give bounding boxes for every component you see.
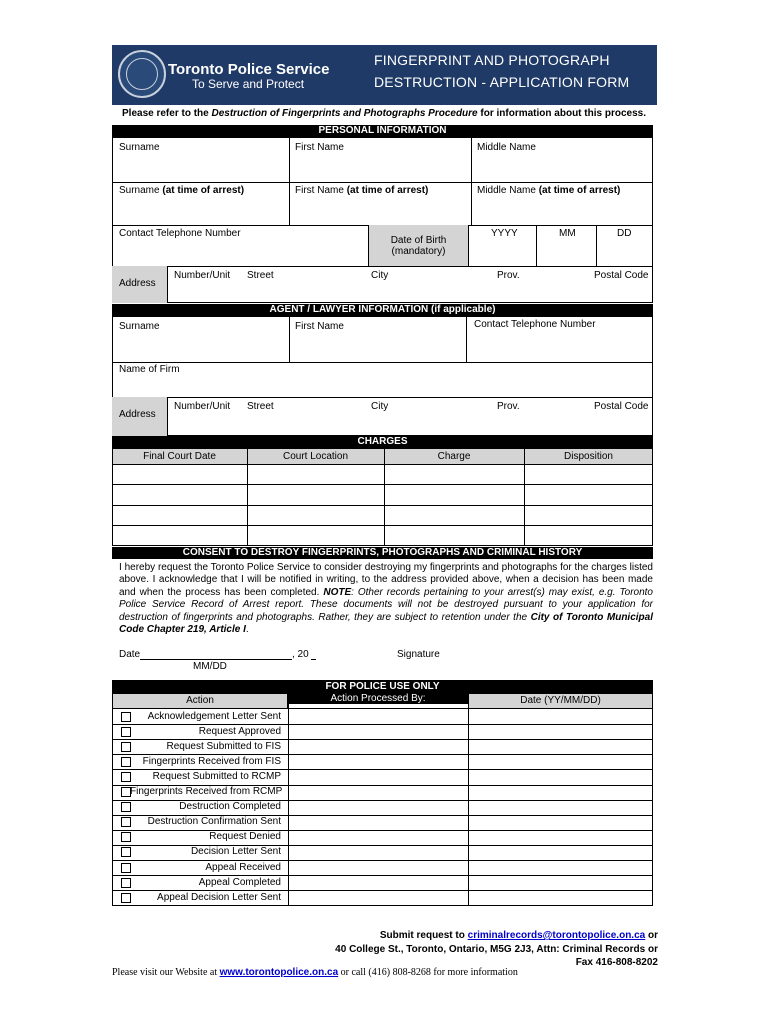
date-cell[interactable] (469, 755, 652, 768)
dob-label-box: Date of Birth (mandatory) (368, 225, 469, 266)
date-cell[interactable] (469, 891, 652, 904)
processed-by-cell[interactable] (289, 755, 467, 768)
date-cell[interactable] (469, 725, 652, 738)
agent-prov-field[interactable]: Prov. (497, 401, 520, 412)
processed-by-cell[interactable] (289, 725, 467, 738)
dob-day-field[interactable]: DD (617, 228, 632, 239)
dob-month-field[interactable]: MM (559, 228, 576, 239)
contact-phone-field[interactable]: Contact Telephone Number (119, 228, 241, 239)
processed-by-cell[interactable] (289, 816, 467, 829)
col-court-location: Court Location (282, 451, 349, 462)
address-number-field[interactable]: Number/Unit (174, 270, 231, 281)
action-label: Appeal Decision Letter Sent (157, 891, 281, 903)
signature-label: Signature (397, 649, 440, 660)
agent-phone-field[interactable]: Contact Telephone Number (474, 319, 596, 330)
website-link[interactable]: www.torontopolice.on.ca (219, 967, 339, 978)
address-city-field[interactable]: City (371, 270, 389, 281)
firm-name-field[interactable]: Name of Firm (119, 364, 180, 375)
police-processed-header: Action Processed By: (330, 693, 426, 704)
first-name-field[interactable]: First Name (295, 142, 344, 153)
middle-name-arrest-field[interactable]: Middle Name (at time of arrest) (477, 185, 621, 196)
consent-heading: CONSENT TO DESTROY FINGERPRINTS, PHOTOGRAPHS AND CRIMINAL HISTORY (112, 547, 653, 559)
date-cell[interactable] (469, 846, 652, 859)
col-charge: Charge (437, 451, 471, 462)
date-cell[interactable] (469, 786, 652, 799)
org-name: Toronto Police Service (168, 61, 330, 78)
processed-by-cell[interactable] (289, 876, 467, 889)
consent-text: I hereby request the Toronto Police Service to consider destroying my fingerprints and photographs for the charges listed above. I acknowledge that I will be notified in writing, to the address provided above, when a decision has been made and when the process has been completed. NOTE: Other records pertaining to your arrest(s) may exist, e.g. Toronto Police Service Record of Arrest report. These documents will not be destroyed pursuant to your application for destruction of fingerprints and photographs. Rather, they are subject to retention under the City of Toronto Municipal Code Chapter 219, Article I. (119, 562, 653, 636)
agent-street-field[interactable]: Street (247, 401, 274, 412)
date-cell[interactable] (469, 816, 652, 829)
crest-inner-ring (126, 58, 158, 90)
surname-field[interactable]: Surname (119, 142, 160, 153)
intro-note: Please refer to the Destruction of Fingerprints and Photographs Procedure for information about this process. (122, 108, 646, 119)
processed-by-cell[interactable] (289, 831, 467, 844)
date-cell[interactable] (469, 861, 652, 874)
date-cell[interactable] (469, 740, 652, 753)
org-motto: To Serve and Protect (192, 77, 305, 91)
dob-year-field[interactable]: YYYY (491, 228, 518, 239)
police-use-heading: FOR POLICE USE ONLY (112, 680, 653, 704)
website-line: Please visit our Website at www.torontopolice.on.ca or call (416) 808-8268 for more information (112, 967, 518, 978)
action-label: Fingerprints Received from FIS (142, 755, 281, 767)
address-label-box: Address (112, 266, 168, 303)
first-name-arrest-field[interactable]: First Name (at time of arrest) (295, 185, 429, 196)
agent-city-field[interactable]: City (371, 401, 389, 412)
action-label: Request Denied (209, 831, 281, 843)
agent-first-name-field[interactable]: First Name (295, 321, 344, 332)
action-label: Appeal Completed (198, 876, 281, 888)
col-disposition: Disposition (564, 451, 613, 462)
submit-line: Submit request to criminalrecords@torontopolice.on.ca or (379, 930, 658, 941)
consent-date-label: Date (119, 649, 141, 660)
agent-address-label-box: Address (112, 397, 168, 436)
form-title-line1: FINGERPRINT AND PHOTOGRAPH (374, 52, 610, 68)
date-cell[interactable] (469, 831, 652, 844)
action-label: Request Approved (198, 725, 281, 737)
processed-by-cell[interactable] (289, 786, 467, 799)
fax-number: Fax 416-808-8202 (575, 957, 658, 968)
date-cell[interactable] (469, 770, 652, 783)
processed-by-cell[interactable] (289, 740, 467, 753)
processed-by-cell[interactable] (289, 891, 467, 904)
date-cell[interactable] (469, 710, 652, 723)
action-label: Request Submitted to RCMP (152, 770, 281, 782)
form-title-line2: DESTRUCTION - APPLICATION FORM (374, 74, 630, 90)
surname-arrest-field[interactable]: Surname (at time of arrest) (119, 185, 245, 196)
address-postal-field[interactable]: Postal Code (594, 270, 649, 281)
date-cell[interactable] (469, 876, 652, 889)
agent-info-section (112, 316, 653, 436)
processed-by-cell[interactable] (289, 770, 467, 783)
date-cell[interactable] (469, 801, 652, 814)
consent-year-label: , 20 (292, 649, 309, 660)
address-street-field[interactable]: Street (247, 270, 274, 281)
processed-by-cell[interactable] (289, 801, 467, 814)
police-date-header: Date (YY/MM/DD) (468, 693, 653, 709)
personal-info-heading: PERSONAL INFORMATION (112, 125, 653, 137)
action-label: Acknowledgement Letter Sent (147, 710, 281, 722)
agent-number-field[interactable]: Number/Unit (174, 401, 231, 412)
agent-surname-field[interactable]: Surname (119, 321, 160, 332)
action-label: Destruction Completed (179, 801, 281, 813)
consent-mmdd-label: MM/DD (193, 661, 227, 672)
processed-by-cell[interactable] (289, 861, 467, 874)
charges-heading: CHARGES (112, 436, 653, 448)
consent-year-line[interactable] (311, 659, 316, 660)
processed-by-cell[interactable] (289, 710, 467, 723)
col-final-court-date: Final Court Date (143, 451, 216, 462)
agent-info-heading: AGENT / LAWYER INFORMATION (if applicable) (112, 304, 653, 316)
mailing-address: 40 College St., Toronto, Ontario, M5G 2J3, Attn: Criminal Records or (335, 944, 658, 955)
consent-date-line[interactable] (140, 659, 292, 660)
action-label: Decision Letter Sent (190, 846, 281, 858)
police-action-header: Action (112, 693, 288, 709)
processed-by-cell[interactable] (289, 846, 467, 859)
action-label: Request Submitted to FIS (166, 740, 281, 752)
form-header (112, 45, 657, 105)
agent-postal-field[interactable]: Postal Code (594, 401, 649, 412)
address-prov-field[interactable]: Prov. (497, 270, 520, 281)
action-label: Appeal Received (205, 861, 281, 873)
email-link[interactable]: criminalrecords@torontopolice.on.ca (467, 930, 646, 941)
middle-name-field[interactable]: Middle Name (477, 142, 536, 153)
action-label: Fingerprints Received from RCMP (130, 786, 283, 797)
action-label: Destruction Confirmation Sent (147, 816, 281, 828)
